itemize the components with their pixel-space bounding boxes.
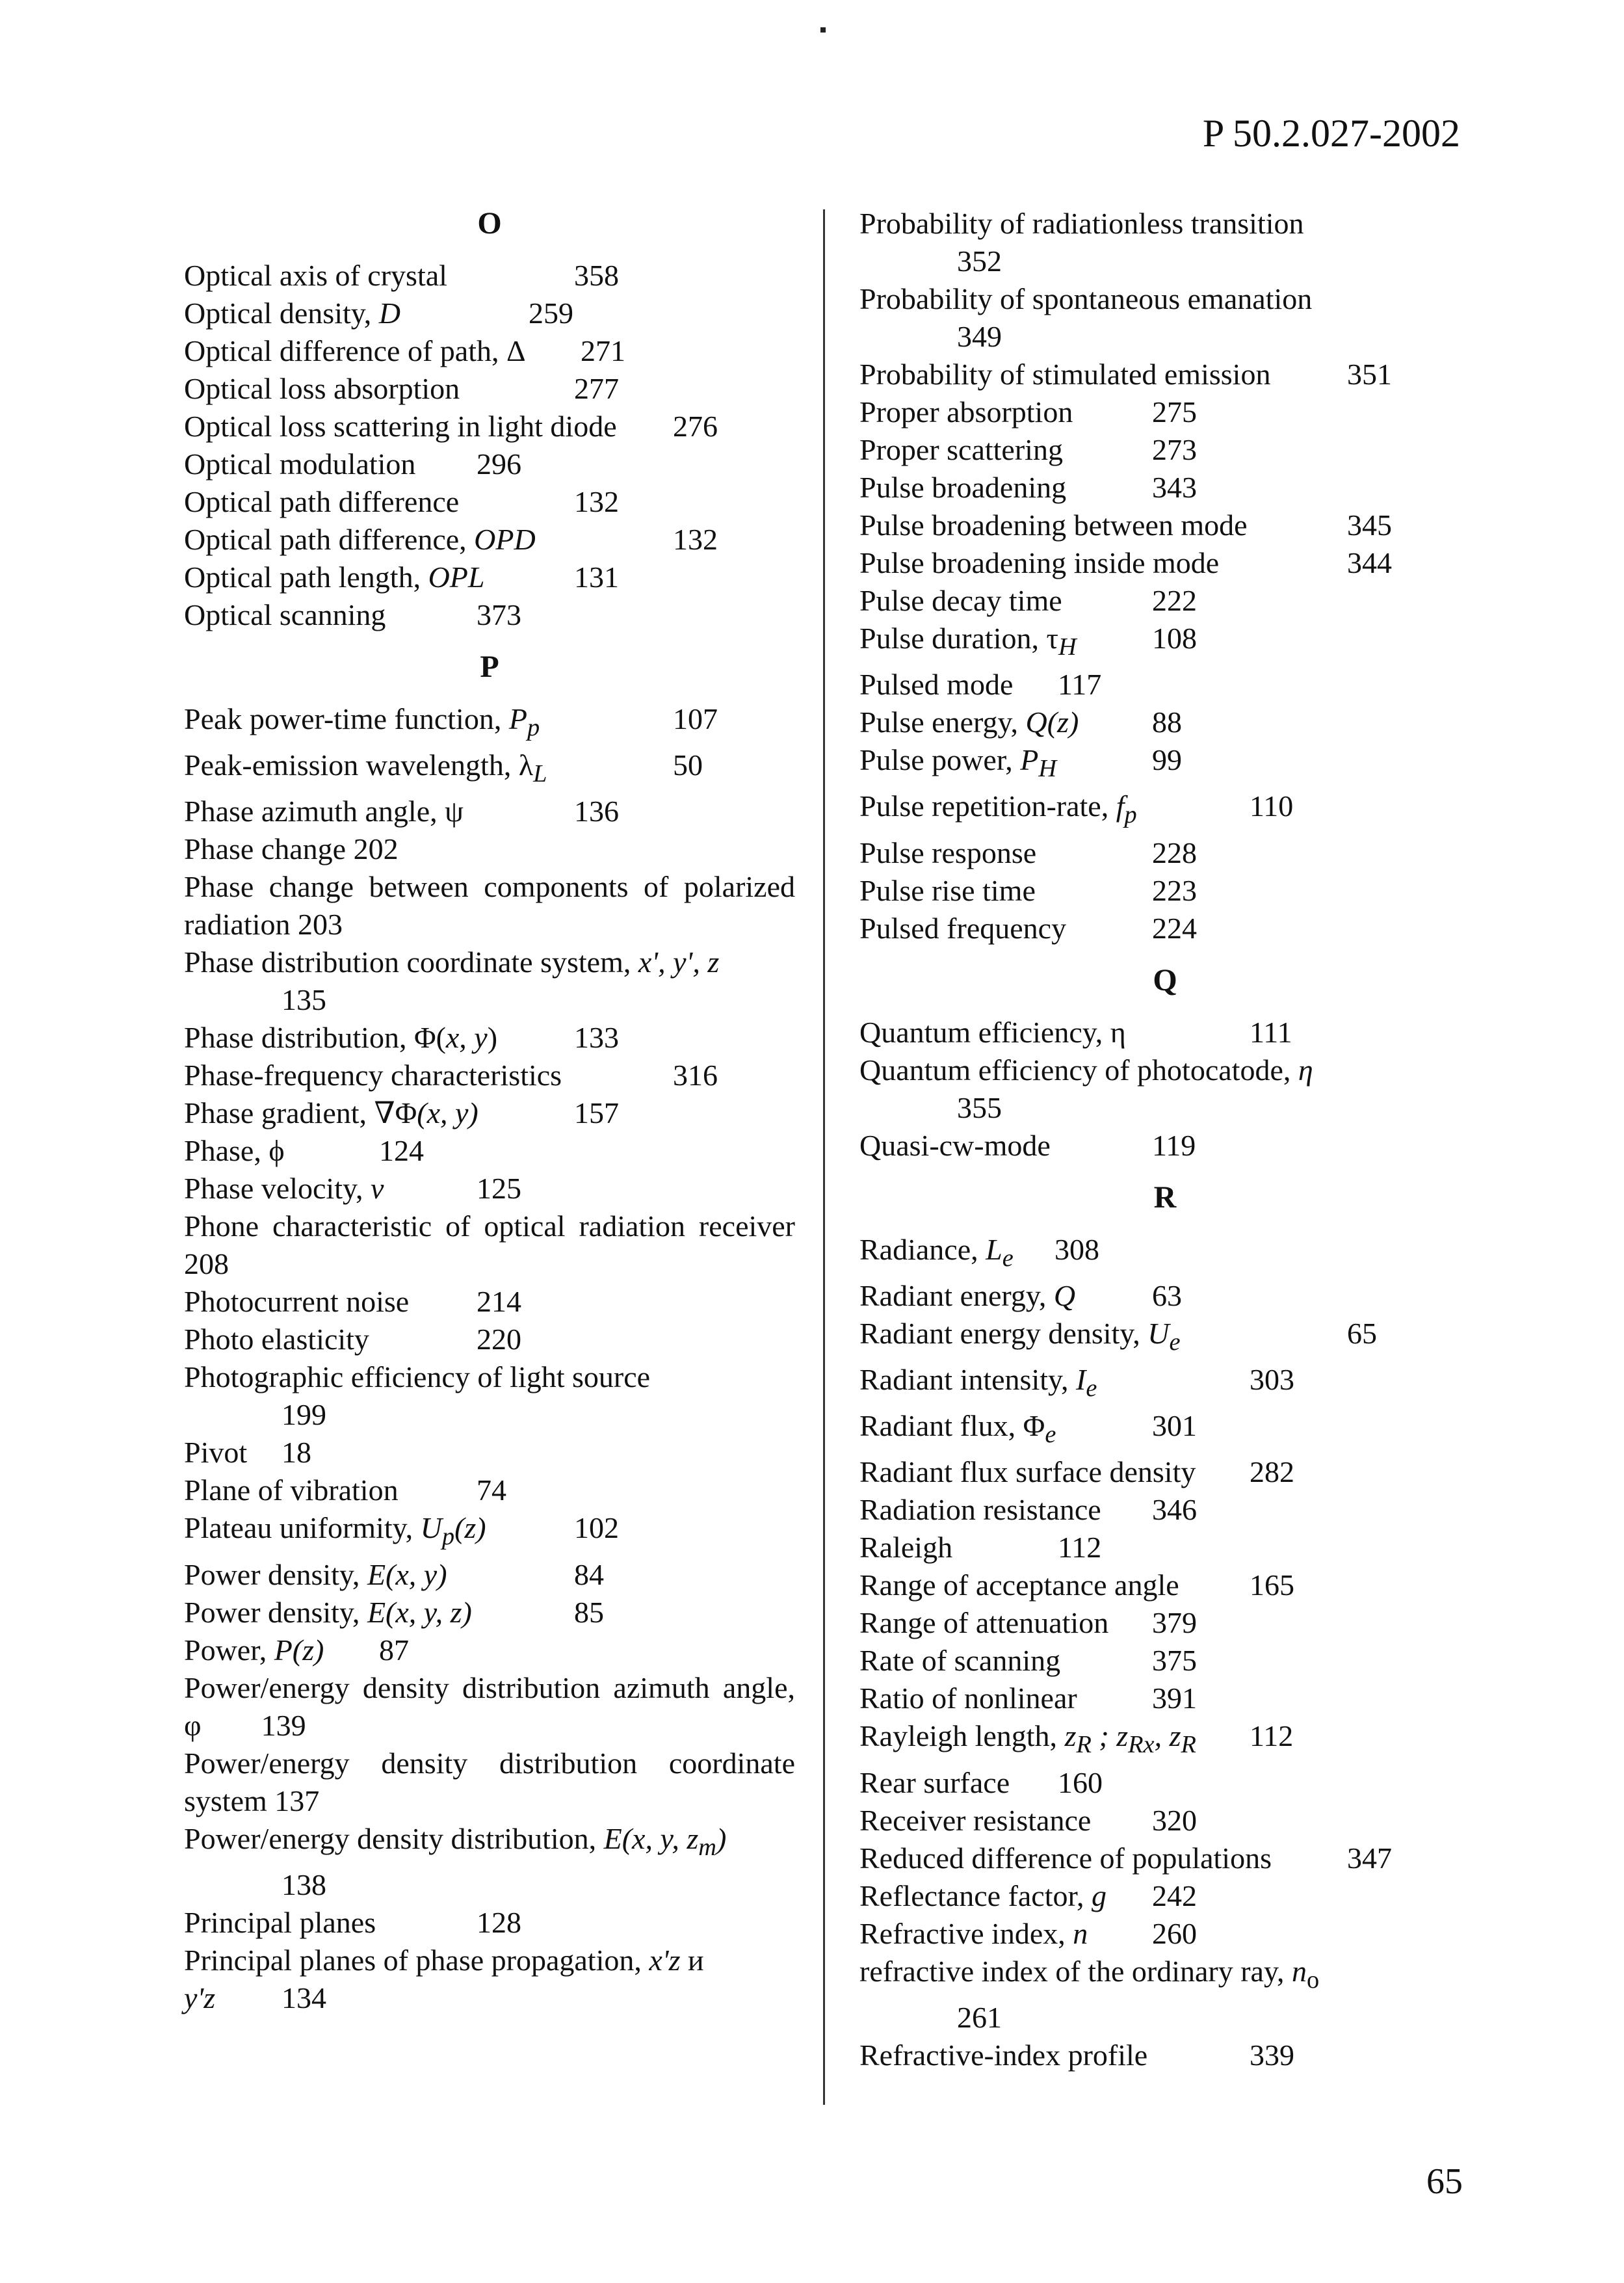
index-entry: Power/energy density distribution, E(x, y, $z_m$) bbox=[184, 1821, 727, 1861]
index-entry: Optical path difference, OPD 132 bbox=[184, 523, 718, 556]
index-entry: Pulse broadening between mode 345 bbox=[859, 508, 1392, 542]
index-entry: Optical axis of crystal 358 bbox=[184, 259, 619, 292]
index-entry: Optical loss scattering in light diode 276 bbox=[184, 410, 718, 443]
index-entry-page: y'z 134 bbox=[184, 1981, 326, 2014]
index-entry: Probability of stimulated emission 351 bbox=[859, 358, 1392, 391]
index-entry: Optical path difference 132 bbox=[184, 485, 619, 518]
index-entry: Reduced difference of populations 347 bbox=[859, 1841, 1392, 1875]
index-entry: Probability of spontaneous emanation bbox=[859, 282, 1313, 315]
index-entry: Refractive-index profile 339 bbox=[859, 2038, 1294, 2072]
index-entry: Optical density, D 259 bbox=[184, 297, 573, 330]
index-entry: Probability of radiationless transition bbox=[859, 207, 1304, 240]
index-entry: Quantum efficiency of photocatode, η bbox=[859, 1053, 1313, 1087]
document-code: P 50.2.027-2002 bbox=[1202, 112, 1460, 155]
section-letter-p: P bbox=[480, 650, 499, 684]
index-entry: Pulse power, $P_H$ 99 bbox=[859, 743, 1182, 783]
index-entry: Radiant flux surface density 282 bbox=[859, 1455, 1294, 1489]
index-entry-page: 355 bbox=[957, 1090, 1002, 1124]
index-entry: Radiant energy density, $U_e$ 65 bbox=[859, 1316, 1377, 1356]
index-entry: Power, P(z) 87 bbox=[184, 1633, 409, 1667]
index-entry: Peak power-time function, $P_p$ 107 bbox=[184, 702, 718, 742]
right-column bbox=[859, 205, 1471, 2074]
index-entry: Phase azimuth angle, ψ 136 bbox=[184, 795, 619, 828]
page-number: 65 bbox=[1426, 2161, 1463, 2202]
index-entry: Receiver resistance 320 bbox=[859, 1803, 1197, 1837]
index-entry: Phase-frequency characteristics 316 bbox=[184, 1059, 718, 1092]
section-letter-q: Q bbox=[1153, 962, 1177, 997]
index-entry: Reflectance factor, g 242 bbox=[859, 1879, 1197, 1912]
index-entry: Phone characteristic of optical radiation receiver 208 bbox=[184, 1209, 795, 1281]
index-entry: Phase distribution, Φ(x, y) 133 bbox=[184, 1021, 619, 1055]
index-entry: Pivot 18 bbox=[184, 1436, 311, 1470]
index-entry-page: 138 bbox=[282, 1867, 326, 1901]
index-entry: Power density, E(x, y) 84 bbox=[184, 1557, 604, 1591]
index-entry: Phase change 202 bbox=[184, 832, 399, 866]
index-entry-page: 261 bbox=[957, 2000, 1002, 2034]
index-entry: Pulse energy, Q(z) 88 bbox=[859, 706, 1182, 739]
column-divider bbox=[823, 209, 825, 2105]
index-entry: Phase velocity, v 125 bbox=[184, 1172, 521, 1206]
index-entry: Proper absorption 275 bbox=[859, 395, 1197, 429]
index-entry: Range of acceptance angle 165 bbox=[859, 1568, 1294, 1602]
index-entry: Phase distribution coordinate system, x', y', z bbox=[184, 945, 720, 979]
index-entry: Photo elasticity 220 bbox=[184, 1323, 521, 1356]
index-entry: Pulse response 228 bbox=[859, 836, 1197, 869]
index-entry: Pulse decay time 222 bbox=[859, 584, 1197, 617]
index-entry: Pulse broadening inside mode 344 bbox=[859, 546, 1392, 579]
index-entry: Range of attenuation 379 bbox=[859, 1606, 1197, 1640]
index-entry: Quantum efficiency, η 111 bbox=[859, 1015, 1292, 1049]
index-entry: Phase change between components of polarized radiation 203 bbox=[184, 870, 795, 942]
index-entry: Plateau uniformity, $U_p(z)$ 102 bbox=[184, 1511, 619, 1551]
index-entry: Pulse duration, $\tau_H$ 108 bbox=[859, 622, 1197, 661]
index-entry: Radiation resistance 346 bbox=[859, 1493, 1197, 1527]
index-entry: Optical loss absorption 277 bbox=[184, 372, 619, 405]
index-entry: Radiant intensity, $I_e$ 303 bbox=[859, 1362, 1294, 1403]
index-entry: Rate of scanning 375 bbox=[859, 1644, 1197, 1678]
index-entry: Principal planes of phase propagation, x'z и bbox=[184, 1943, 704, 1977]
section-letter-o: O bbox=[477, 206, 502, 241]
index-entry: Pulsed mode 117 bbox=[859, 668, 1102, 702]
index-entry: Optical difference of path, Δ 271 bbox=[184, 334, 625, 367]
index-entry: Principal planes 128 bbox=[184, 1905, 521, 1939]
index-entry-page: 135 bbox=[282, 983, 326, 1017]
section-letter-r: R bbox=[1153, 1180, 1177, 1215]
index-entry: Pulsed frequency 224 bbox=[859, 911, 1197, 945]
index-entry: Peak-emission wavelength, $\lambda_L$ 50 bbox=[184, 748, 703, 788]
index-entry: Photocurrent noise 214 bbox=[184, 1285, 521, 1319]
index-entry: Rayleigh length, $z_R$ ; $z_{Rx}$, $z_R$ 112 bbox=[859, 1719, 1294, 1759]
index-entry: Optical path length, OPL 131 bbox=[184, 561, 619, 594]
index-entry: Radiant energy, Q 63 bbox=[859, 1278, 1182, 1312]
top-mark bbox=[820, 27, 826, 33]
index-entry: Pulse repetition-rate, $f_p$ 110 bbox=[859, 789, 1294, 829]
index-entry: Radiant flux, $\Phi_e$ 301 bbox=[859, 1409, 1197, 1449]
index-entry: refractive index of the ordinary ray, $n_o$ bbox=[859, 1954, 1320, 1994]
index-entry: Rear surface 160 bbox=[859, 1765, 1103, 1799]
index-entry: Ratio of nonlinear 391 bbox=[859, 1682, 1197, 1715]
index-entry-page: 352 bbox=[957, 244, 1002, 278]
index-entry: Power/energy density distribution coordinate system 137 bbox=[184, 1746, 795, 1817]
index-entry: Phase gradient, ∇Φ(x, y) 157 bbox=[184, 1096, 619, 1130]
index-entry: Phase, ϕ 124 bbox=[184, 1134, 424, 1168]
index-entry: Plane of vibration 74 bbox=[184, 1473, 506, 1507]
index-entry: Photographic efficiency of light source bbox=[184, 1360, 651, 1394]
left-column bbox=[184, 205, 795, 2017]
index-entry-page: 349 bbox=[957, 320, 1002, 353]
index-entry: Optical modulation 296 bbox=[184, 447, 521, 481]
index-entry-page: 199 bbox=[282, 1398, 326, 1432]
index-entry: Power density, E(x, y, z) 85 bbox=[184, 1595, 604, 1629]
index-entry: Quasi-cw-mode 119 bbox=[859, 1128, 1196, 1162]
index-entry: Pulse broadening 343 bbox=[859, 471, 1197, 504]
index-entry: Refractive index, n 260 bbox=[859, 1916, 1197, 1950]
index-entry: Proper scattering 273 bbox=[859, 433, 1197, 466]
index-entry: Optical scanning 373 bbox=[184, 598, 521, 631]
index-entry: Raleigh 112 bbox=[859, 1531, 1102, 1564]
index-entry: Power/energy density distribution azimuth angle, φ 139 bbox=[184, 1670, 795, 1742]
index-entry: Pulse rise time 223 bbox=[859, 873, 1197, 907]
index-entry: Radiance, $L_e$ 308 bbox=[859, 1232, 1099, 1272]
